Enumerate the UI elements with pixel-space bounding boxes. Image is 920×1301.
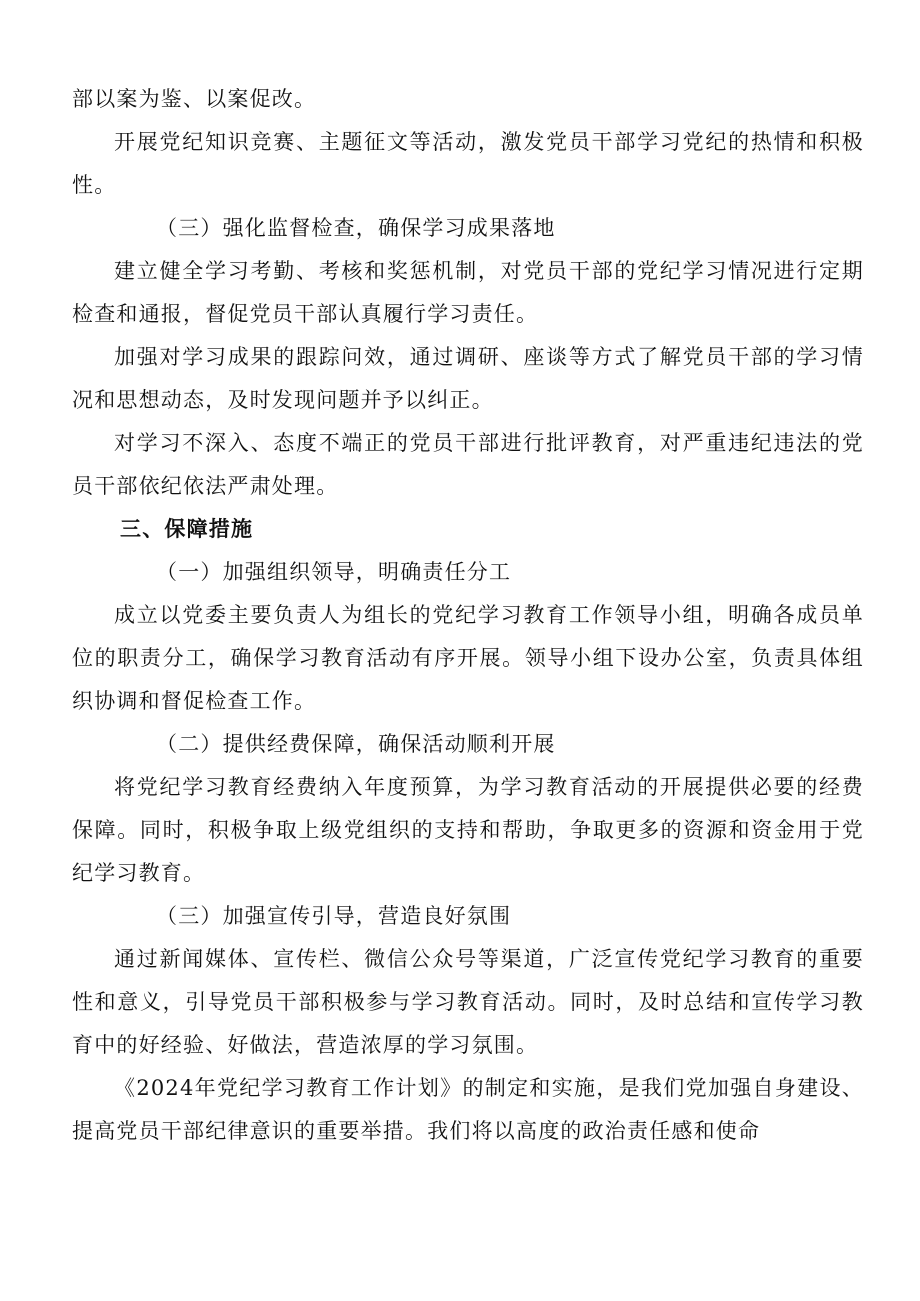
paragraph: 将党纪学习教育经费纳入年度预算，为学习教育活动的开展提供必要的经费保障。同时，积极争取上级党组织的支持和帮助，争取更多的资源和资金用于党纪学习教育。	[72, 775, 864, 885]
paragraph: 加强对学习成果的跟踪问效，通过调研、座谈等方式了解党员干部的学习情况和思想动态，及时发现问题并予以纠正。	[72, 345, 864, 412]
paragraph: 通过新闻媒体、宣传栏、微信公众号等渠道，广泛宣传党纪学习教育的重要性和意义，引导党员干部积极参与学习教育活动。同时，及时总结和宣传学习教育中的好经验、好做法，营造浓厚的学习氛围。	[72, 947, 864, 1057]
subheading: （二）提供经费保障，确保活动顺利开展	[156, 732, 556, 756]
document-body	[72, 78, 864, 1153]
paragraph: 成立以党委主要负责人为组长的党纪学习教育工作领导小组，明确各成员单位的职责分工，确保学习教育活动有序开展。领导小组下设办公室，负责具体组织协调和督促检查工作。	[72, 603, 864, 713]
paragraph: 对学习不深入、态度不端正的党员干部进行批评教育，对严重违纪违法的党员干部依纪依法严肃处理。	[72, 431, 864, 498]
subheading: （一）加强组织领导，明确责任分工	[156, 560, 512, 584]
paragraph: 《2024年党纪学习教育工作计划》的制定和实施，是我们党加强自身建设、提高党员干部纪律意识的重要举措。我们将以高度的政治责任感和使命	[72, 1076, 864, 1143]
paragraph: 开展党纪知识竞赛、主题征文等活动，激发党员干部学习党纪的热情和积极性。	[72, 130, 864, 197]
paragraph-continuation: 部以案为鉴、以案促改。	[72, 87, 317, 111]
subheading: （三）强化监督检查，确保学习成果落地	[156, 216, 556, 240]
paragraph: 建立健全学习考勤、考核和奖惩机制，对党员干部的党纪学习情况进行定期检查和通报，督促党员干部认真履行学习责任。	[72, 259, 864, 326]
section-heading: 三、保障措施	[120, 517, 254, 541]
subheading: （三）加强宣传引导，营造良好氛围	[156, 904, 512, 928]
